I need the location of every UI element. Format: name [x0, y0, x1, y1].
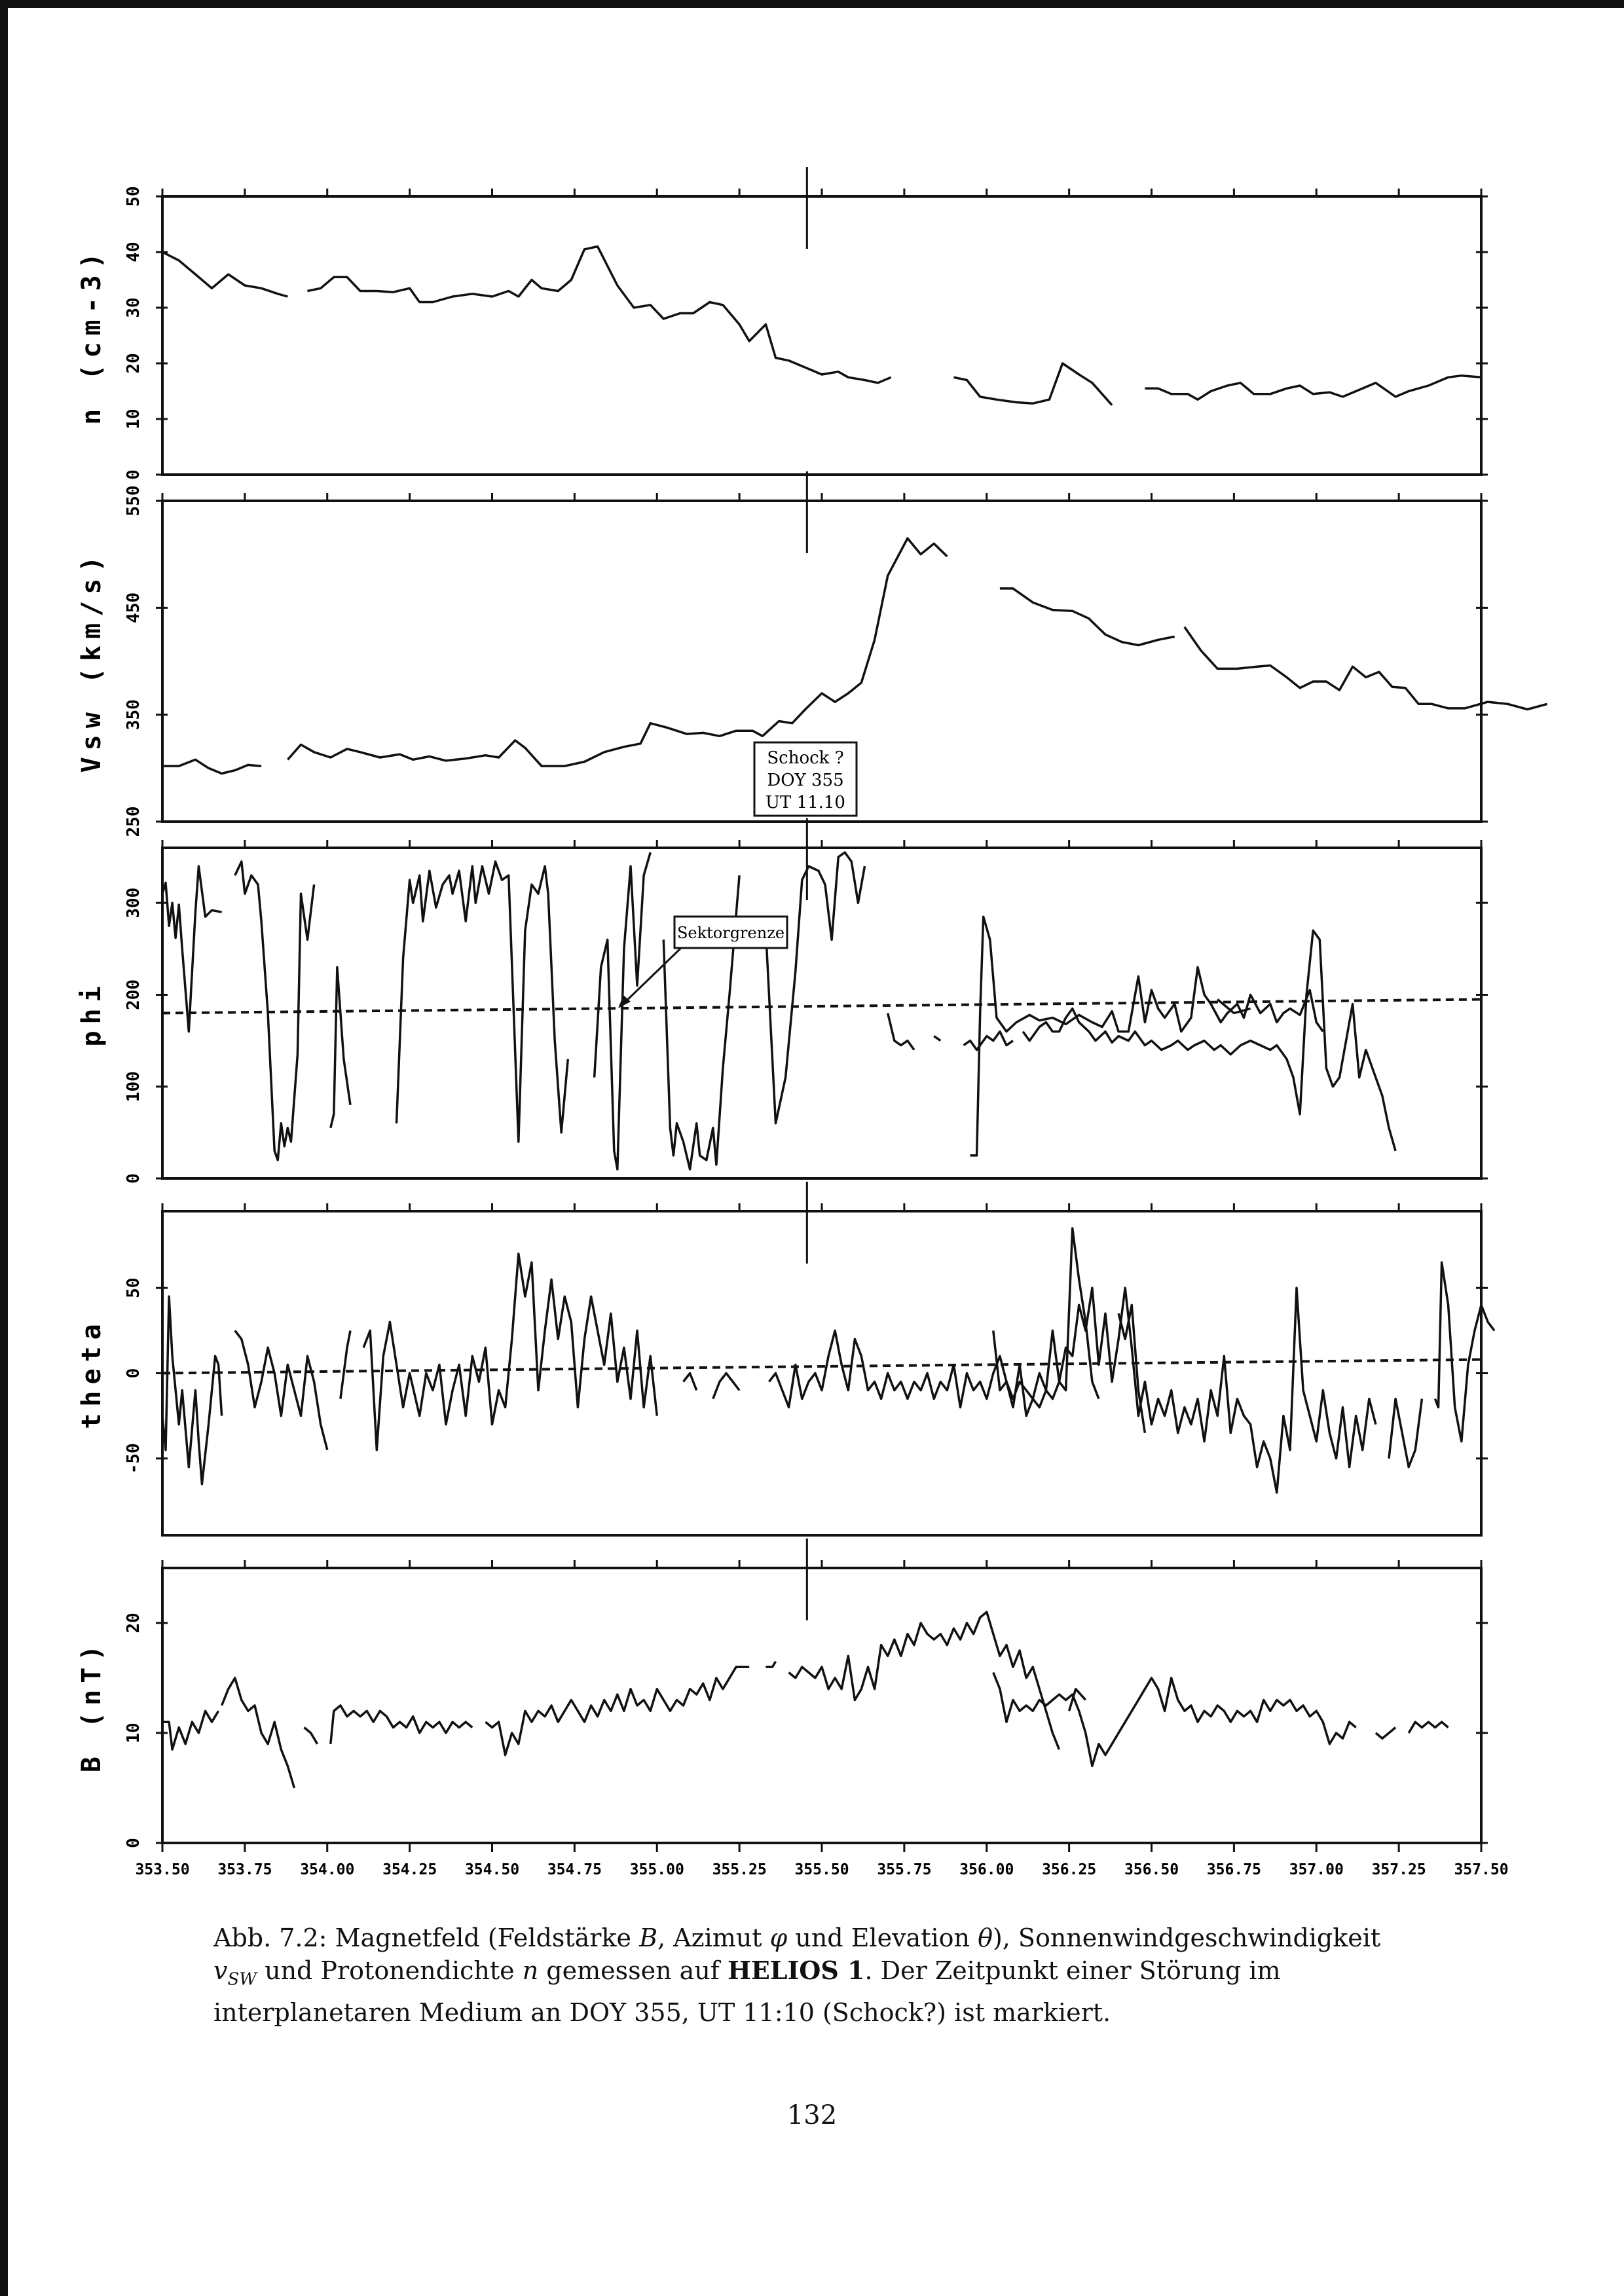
- x-tick-label: 356.75: [1206, 1861, 1261, 1878]
- series-line-B-late: [1409, 1722, 1448, 1733]
- series-line-phi: [766, 852, 864, 1123]
- shock-annotation-line: DOY 355: [767, 771, 844, 790]
- series-line-Vsw: [1185, 627, 1547, 710]
- y-axis-title: theta: [77, 1317, 107, 1429]
- series-line-B: [789, 1612, 1060, 1749]
- y-tick-label: 100: [124, 1071, 143, 1102]
- series-line-B: [304, 1728, 318, 1744]
- series-line-B: [485, 1667, 749, 1755]
- y-tick-label: 20: [124, 353, 143, 374]
- panel-density: [77, 167, 1488, 480]
- series-line-B: [222, 1678, 295, 1788]
- series-line-theta-late: [993, 1288, 1376, 1493]
- series-line-B: [331, 1705, 473, 1744]
- sector-arrow-head: [618, 995, 631, 1008]
- x-tick-label: 357.25: [1371, 1861, 1426, 1878]
- series-line-phi: [162, 866, 222, 1032]
- x-tick-label: 355.50: [794, 1861, 849, 1878]
- x-tick-label: 354.00: [300, 1861, 355, 1878]
- series-line-theta: [162, 1296, 222, 1484]
- y-tick-label: 10: [124, 409, 143, 429]
- y-axis-title: Vsw (km/s): [77, 549, 107, 773]
- x-tick-label: 355.00: [629, 1861, 684, 1878]
- series-line-n: [953, 363, 1112, 405]
- panel-frame: [162, 196, 1481, 475]
- y-tick-label: 10: [124, 1722, 143, 1743]
- series-line-theta: [363, 1254, 657, 1450]
- y-tick-label: 0: [124, 1368, 143, 1379]
- y-tick-label: 250: [124, 806, 143, 837]
- x-tick-label: 357.50: [1454, 1861, 1509, 1878]
- y-tick-label: 550: [124, 485, 143, 517]
- series-line-n: [308, 247, 891, 383]
- series-line-phi: [595, 852, 651, 1169]
- series-line-Vsw: [1000, 589, 1175, 646]
- y-tick-label: 350: [124, 699, 143, 731]
- figure-caption: Abb. 7.2: Magnetfeld (Feldstärke B, Azimut φ und Elevation θ), Sonnenwindgeschwindigkeit $v_{SW}$ und Protonendichte n gemessen auf HELIOS 1. Der Zeitpunkt einer Störung im interplanetaren Medium an DOY 355, UT 11:10 (Schock?) ist markiert.: [213, 1923, 1381, 2027]
- y-axis-title: phi: [77, 979, 107, 1047]
- series-line-Vsw: [162, 759, 261, 773]
- y-tick-label: 30: [124, 297, 143, 318]
- series-line-theta: [341, 1330, 350, 1398]
- series-line-theta: [769, 1228, 1099, 1416]
- y-tick-label: -50: [124, 1443, 143, 1474]
- page-number: 132: [786, 2100, 838, 2130]
- series-line-Vsw: [287, 538, 947, 766]
- series-line-B: [766, 1662, 775, 1667]
- y-tick-label: 50: [124, 1277, 143, 1298]
- dashed-reference-line: [162, 1360, 1481, 1374]
- series-line-theta: [684, 1374, 697, 1391]
- panel-phi: [77, 818, 1488, 1184]
- series-line-phi: [331, 967, 350, 1127]
- y-tick-label: 20: [124, 1613, 143, 1633]
- dashed-reference-line: [162, 999, 1481, 1013]
- y-tick-label: 300: [124, 887, 143, 919]
- y-axis-title: B (nT): [77, 1638, 107, 1773]
- series-line-phi: [397, 862, 568, 1142]
- x-tick-label: 354.75: [547, 1861, 602, 1878]
- panel-field: [77, 1539, 1509, 1878]
- x-tick-label: 353.75: [217, 1861, 272, 1878]
- series-line-phi: [964, 1032, 1014, 1050]
- y-tick-label: 450: [124, 592, 143, 623]
- series-line-theta: [235, 1330, 327, 1449]
- y-axis-title: n (cm-3): [77, 246, 107, 425]
- y-tick-label: 50: [124, 186, 143, 207]
- shock-annotation-line: Schock ?: [767, 748, 844, 768]
- x-tick-label: 357.00: [1289, 1861, 1344, 1878]
- x-tick-label: 356.50: [1124, 1861, 1179, 1878]
- series-line-phi-late: [970, 917, 1323, 1156]
- x-tick-label: 356.00: [959, 1861, 1014, 1878]
- y-tick-label: 0: [124, 469, 143, 480]
- series-line-theta-late: [1435, 1262, 1495, 1442]
- series-line-n: [1145, 376, 1481, 400]
- x-tick-label: 354.50: [464, 1861, 520, 1878]
- series-line-theta: [713, 1374, 739, 1399]
- x-tick-label: 355.25: [712, 1861, 767, 1878]
- series-line-phi: [934, 1036, 940, 1041]
- series-line-phi: [1023, 930, 1395, 1151]
- x-tick-label: 354.25: [382, 1861, 437, 1878]
- x-tick-label: 356.25: [1042, 1861, 1097, 1878]
- y-tick-label: 40: [124, 242, 143, 263]
- series-line-B-late: [1376, 1728, 1395, 1739]
- panel-frame: [162, 1211, 1481, 1535]
- series-line-theta: [1118, 1305, 1145, 1432]
- panel-theta: [77, 1182, 1494, 1535]
- series-line-theta-late: [1389, 1399, 1422, 1467]
- y-tick-label: 200: [124, 979, 143, 1010]
- sector-label-text: Sektorgrenze: [676, 924, 785, 942]
- y-tick-label: 0: [124, 1838, 143, 1848]
- sector-arrow-line: [622, 948, 681, 1005]
- x-tick-label: 355.75: [877, 1861, 932, 1878]
- shock-annotation-line: UT 11.10: [766, 793, 845, 812]
- x-tick-label: 353.50: [135, 1861, 190, 1878]
- y-tick-label: 0: [124, 1173, 143, 1184]
- series-line-phi: [888, 1013, 914, 1050]
- series-line-B: [162, 1711, 219, 1749]
- series-line-n: [162, 252, 287, 297]
